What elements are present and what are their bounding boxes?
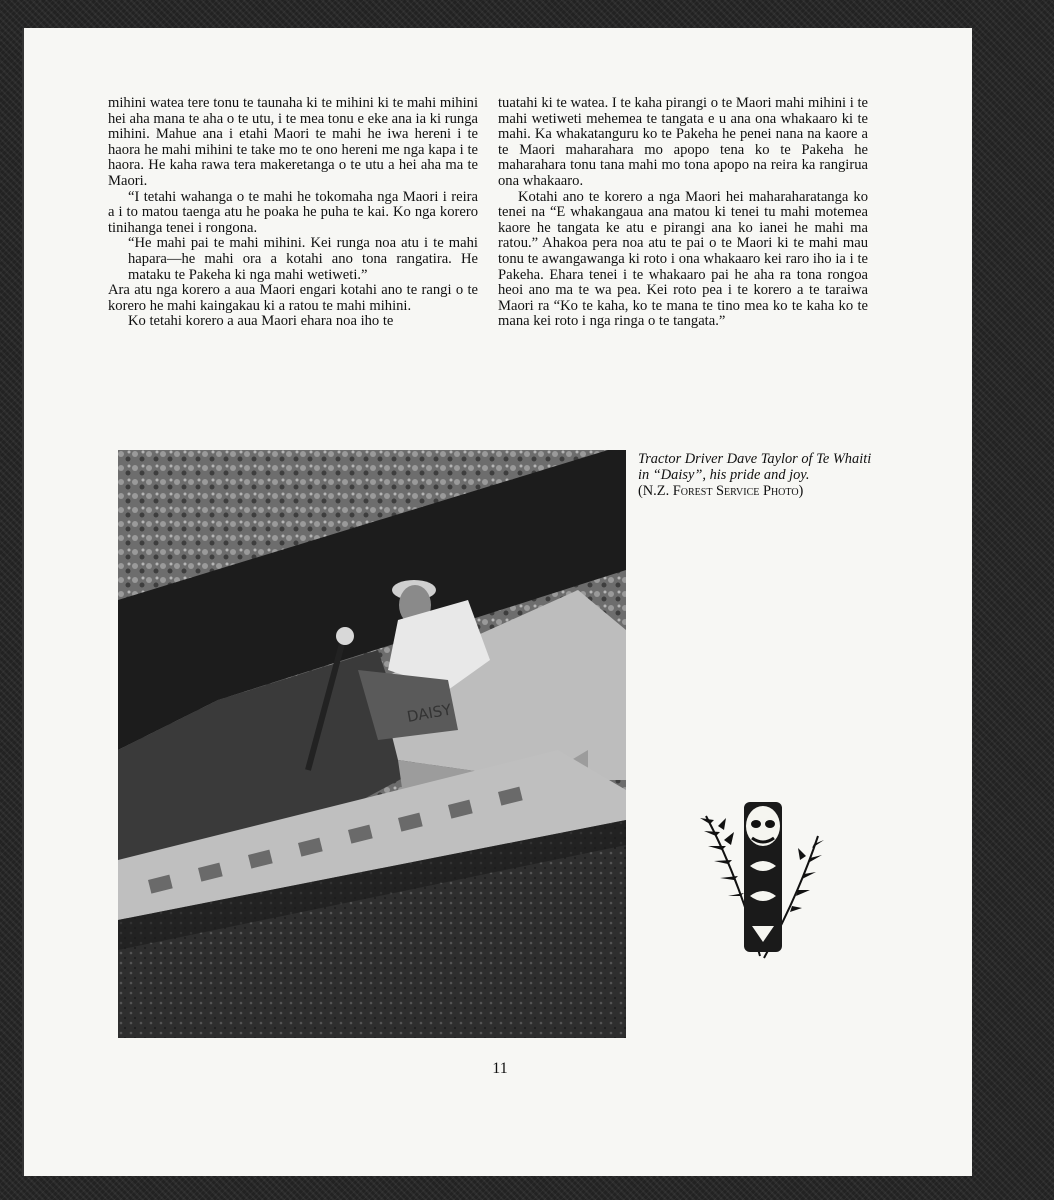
page-edge	[22, 28, 24, 1176]
left-column	[108, 96, 478, 330]
paragraph: mihini watea tere tonu te taunaha ki te mihini ki te mahi mihini hei aha mana te aha o te utu, i te mea tonu e eke ana ia ki runga mihini. Mahue ana i etahi Maori te mahi he iwa hereni i te haora he mahi mihini te take mo te ono hereni me nga kapa i te haora. He kaha rawa tera makeretanga o te utu a hei aha ma te Maori.	[108, 95, 478, 189]
paragraph: “I tetahi wahanga o te mahi he tokomaha nga Maori i reira a i to matou taenga atu he poaka he puha te kai. Ko nga korero tinihanga tenei i rongona.	[108, 188, 478, 236]
tractor-photo	[118, 450, 626, 1038]
daisy-label: DAISY	[405, 700, 453, 726]
paragraph: Kotahi ano te korero a nga Maori hei maharaharatanga ko tenei na “E whakangaua ana matou ki tenei tu mahi motemea kaore he tangata ke atu e pirangi ana ko ianei he mahi ma ratou.” Ahakoa pera noa atu te pai o te Maori ki te mahi mau tonu te awangawanga ki roto i ona whakaaro kei raro iho ia i te Pakeha. Ehara tenei i te whakaaro pai he aha ra tona rongoa heoi ano ma te wa pea. Kei roto pea i te korero a te taraiwa Maori ra “Ko te kaha, ko te mana te tino mea ko te kaha ko te mana kei roto i nga ringa o te tangata.”	[498, 188, 868, 330]
maori-carving-fern-ornament	[698, 796, 824, 964]
photo-credit: (N.Z. Forest Service Photo)	[638, 483, 804, 499]
caption-text: Tractor Driver Dave Taylor of Te Whaiti in “Daisy”, his pride and joy.	[638, 451, 872, 483]
right-column	[498, 96, 868, 330]
photo-caption	[638, 451, 878, 499]
paragraph: Ara atu nga korero a aua Maori engari kotahi ano te rangi o te korero he mahi kaingakau ki a ratou te mahi mihini.	[108, 282, 478, 314]
paragraph-quote: “He mahi pai te mahi mihini. Kei runga noa atu i te mahi hapara—he mahi ora a kotahi ano tona rangatira. He mataku te Pakeha ki nga mahi wetiweti.”	[128, 235, 478, 283]
paragraph: tuatahi ki te watea. I te kaha pirangi o te Maori mahi mihini i te mahi wetiweti mehemea te tangata e u ana ona whakaaro ki te mahi. Ka whakatanguru ko te Pakeha he penei nana na kaore a te Maori maharahara mo apopo tena ko te Pakeha he maharahara tonu tana mahi mo tona apopo na reira ka rangirua ona whakaaro.	[498, 95, 868, 189]
paragraph: Ko tetahi korero a aua Maori ehara noa iho te	[128, 313, 394, 330]
page-number: 11	[492, 1060, 508, 1077]
tractor-photo-illustration	[118, 450, 626, 1038]
